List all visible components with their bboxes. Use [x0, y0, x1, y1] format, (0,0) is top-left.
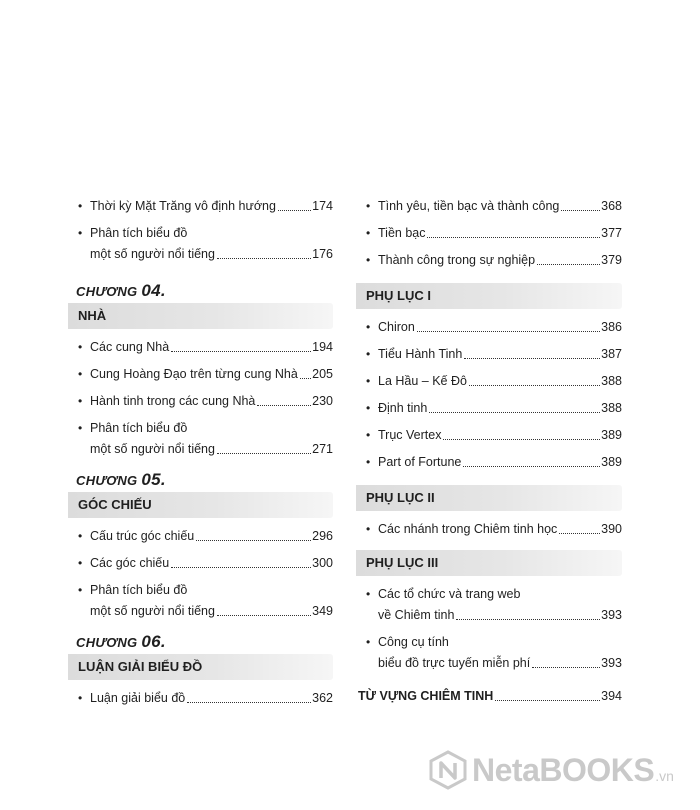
bullet: • — [78, 199, 83, 213]
bullet: • — [78, 226, 83, 240]
toc-entry[interactable] — [68, 418, 333, 460]
toc-entry[interactable] — [68, 391, 333, 412]
page-number: 368 — [601, 199, 622, 213]
toc-entry[interactable] — [356, 344, 622, 365]
entry-title: Tình yêu, tiền bạc và thành công — [378, 199, 560, 213]
bullet: • — [366, 374, 371, 388]
bullet: • — [78, 529, 83, 543]
toc-entry[interactable] — [356, 371, 622, 392]
page-number: 387 — [601, 347, 622, 361]
chapter-heading: LUẬN GIẢI BIỂU ĐỒ — [68, 654, 333, 680]
page-number: 300 — [312, 556, 333, 570]
entry-title: Các nhánh trong Chiêm tinh học — [378, 522, 558, 536]
chapter-heading: GÓC CHIẾU — [68, 492, 333, 518]
toc-entry[interactable] — [68, 580, 333, 622]
entry-title-line1: Các tổ chức và trang web — [378, 587, 521, 601]
watermark — [428, 750, 674, 790]
entry-title: Hành tinh trong các cung Nhà — [90, 394, 256, 408]
appendix-heading: PHỤ LỤC II — [356, 485, 622, 511]
dot-leader — [559, 533, 600, 534]
entry-title-line2: về Chiêm tinh — [378, 608, 455, 622]
toc-right-column — [356, 196, 622, 707]
appendix-heading: PHỤ LỤC III — [356, 550, 622, 576]
entry-title-line2: một số người nổi tiếng — [90, 604, 215, 618]
entry-title: Các cung Nhà — [90, 340, 170, 354]
toc-entry[interactable] — [68, 196, 333, 217]
entry-title: Các góc chiếu — [90, 556, 170, 570]
entry-title: Cung Hoàng Đạo trên từng cung Nhà — [90, 367, 298, 381]
page-number: 377 — [601, 226, 622, 240]
dot-leader — [196, 540, 311, 541]
dot-leader — [217, 615, 311, 616]
toc-entry[interactable] — [356, 584, 622, 626]
page-number: 388 — [601, 374, 622, 388]
entry-title: Định tinh — [378, 401, 428, 415]
entry-title: Thành công trong sự nghiệp — [378, 253, 536, 267]
dot-leader — [300, 378, 311, 379]
appendix-heading: PHỤ LỤC I — [356, 283, 622, 309]
dot-leader — [495, 700, 600, 701]
page-number: 389 — [601, 455, 622, 469]
entry-title: Luận giải biểu đồ — [90, 691, 186, 705]
toc-entry[interactable] — [68, 553, 333, 574]
entry-title: Tiền bạc — [378, 226, 426, 240]
entry-title-line1: Phân tích biểu đồ — [90, 421, 188, 435]
toc-entry[interactable] — [356, 398, 622, 419]
bullet: • — [78, 367, 83, 381]
page-number: 394 — [601, 689, 622, 703]
bullet: • — [366, 253, 371, 267]
bullet: • — [78, 583, 83, 597]
toc-entry[interactable] — [356, 632, 622, 674]
toc-left-column — [68, 196, 333, 715]
page-number: 362 — [312, 691, 333, 705]
glossary-title: TỪ VỰNG CHIÊM TINH — [358, 689, 494, 703]
toc-entry[interactable] — [356, 425, 622, 446]
toc-entry[interactable] — [356, 519, 622, 540]
toc-entry[interactable] — [68, 526, 333, 547]
chapter-heading: NHÀ — [68, 303, 333, 329]
bullet: • — [366, 199, 371, 213]
entry-title: Trục Vertex — [378, 428, 442, 442]
page-number: 176 — [312, 247, 333, 261]
toc-entry[interactable] — [356, 317, 622, 338]
toc-entry[interactable] — [68, 688, 333, 709]
page-number: 271 — [312, 442, 333, 456]
dot-leader — [443, 439, 600, 440]
page-number: 390 — [601, 522, 622, 536]
entry-title: Thời kỳ Mặt Trăng vô định hướng — [90, 199, 276, 213]
bullet: • — [78, 421, 83, 435]
toc-entry[interactable] — [68, 337, 333, 358]
dot-leader — [427, 237, 600, 238]
dot-leader — [464, 358, 600, 359]
entry-title: Part of Fortune — [378, 455, 462, 469]
netabooks-logo-icon — [428, 750, 468, 790]
dot-leader — [429, 412, 600, 413]
page-number: 194 — [312, 340, 333, 354]
entry-title: La Hầu – Kế Đô — [378, 374, 467, 388]
page-number: 393 — [601, 608, 622, 622]
bullet: • — [78, 394, 83, 408]
bullet: • — [366, 635, 371, 649]
entry-title-line2: một số người nổi tiếng — [90, 442, 215, 456]
dot-leader — [217, 453, 311, 454]
dot-leader — [171, 567, 311, 568]
bullet: • — [366, 401, 371, 415]
dot-leader — [532, 667, 600, 668]
toc-entry[interactable] — [356, 250, 622, 271]
entry-title-line1: Phân tích biểu đồ — [90, 226, 188, 240]
watermark-tld: .vn — [655, 768, 674, 784]
dot-leader — [257, 405, 311, 406]
entry-title: Cấu trúc góc chiếu — [90, 529, 195, 543]
page-number: 296 — [312, 529, 333, 543]
toc-entry[interactable] — [356, 196, 622, 217]
page-number: 349 — [312, 604, 333, 618]
chapter-label: CHƯƠNG 04. — [76, 281, 166, 300]
toc-entry[interactable] — [356, 223, 622, 244]
bullet: • — [366, 522, 371, 536]
watermark-brand: NetaBOOKS — [472, 751, 655, 788]
page-number: 230 — [312, 394, 333, 408]
entry-title: Tiểu Hành Tinh — [378, 347, 463, 361]
dot-leader — [463, 466, 600, 467]
entry-title-line1: Công cụ tính — [378, 635, 449, 649]
dot-leader — [417, 331, 600, 332]
bullet: • — [366, 455, 371, 469]
dot-leader — [537, 264, 600, 265]
page-number: 205 — [312, 367, 333, 381]
bullet: • — [366, 320, 371, 334]
page-number: 379 — [601, 253, 622, 267]
entry-title-line2: biểu đồ trực tuyến miễn phí — [378, 656, 531, 670]
entry-title-line1: Phân tích biểu đồ — [90, 583, 188, 597]
glossary-entry[interactable] — [356, 686, 622, 707]
dot-leader — [171, 351, 311, 352]
toc-entry[interactable] — [68, 364, 333, 385]
bullet: • — [366, 226, 371, 240]
chapter-label: CHƯƠNG 05. — [76, 470, 166, 489]
dot-leader — [561, 210, 600, 211]
page-number: 388 — [601, 401, 622, 415]
page-number: 389 — [601, 428, 622, 442]
bullet: • — [78, 340, 83, 354]
entry-title-line2: một số người nổi tiếng — [90, 247, 215, 261]
bullet: • — [78, 691, 83, 705]
page-number: 174 — [312, 199, 333, 213]
dot-leader — [278, 210, 311, 211]
bullet: • — [366, 587, 371, 601]
bullet: • — [366, 428, 371, 442]
page-number: 393 — [601, 656, 622, 670]
page-number: 386 — [601, 320, 622, 334]
dot-leader — [187, 702, 311, 703]
dot-leader — [469, 385, 600, 386]
chapter-label: CHƯƠNG 06. — [76, 632, 166, 651]
toc-entry[interactable] — [356, 452, 622, 473]
bullet: • — [78, 556, 83, 570]
dot-leader — [217, 258, 311, 259]
entry-title: Chiron — [378, 320, 415, 334]
toc-entry[interactable] — [68, 223, 333, 265]
dot-leader — [456, 619, 600, 620]
bullet: • — [366, 347, 371, 361]
